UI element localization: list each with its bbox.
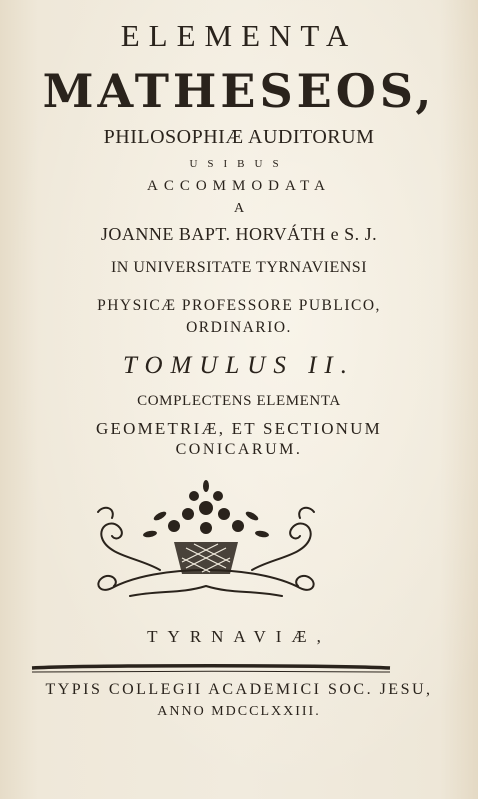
subtitle-accommodata: ACCOMMODATA (147, 178, 331, 194)
imprint-year: ANNO MDCCLXXIII. (157, 704, 321, 719)
author-position: PHYSICÆ PROFESSORE PUBLICO, (97, 297, 381, 314)
title-line-matheseos: MATHESEOS, (42, 64, 436, 118)
double-rule-divider (30, 662, 392, 676)
imprint-printer: TYPIS COLLEGII ACADEMICI SOC. JESU, (45, 681, 433, 698)
author-university: IN UNIVERSITATE TYRNAVIENSI (110, 259, 368, 276)
contents-line-3: CONICARUM. (175, 441, 303, 458)
contents-line-1: COMPLECTENS ELEMENTA (137, 393, 341, 409)
author-name: JOANNE BAPT. HORVÁTH e S. J. (100, 224, 378, 244)
title-line-elementa: ELEMENTA (120, 18, 358, 53)
contents-line-2: GEOMETRIÆ, ET SECTIONUM (96, 419, 382, 438)
author-position-ordinario: ORDINARIO. (186, 319, 292, 336)
flower-basket-vignette-icon (90, 478, 322, 602)
volume-label: TOMULUS II. (123, 352, 355, 379)
subtitle-auditorum: PHILOSOPHIÆ AUDITORUM (103, 126, 375, 148)
imprint-place: TYRNAVIÆ, (147, 627, 331, 646)
subtitle-a: A (233, 201, 245, 216)
subtitle-usibus: USIBUS (189, 158, 289, 170)
